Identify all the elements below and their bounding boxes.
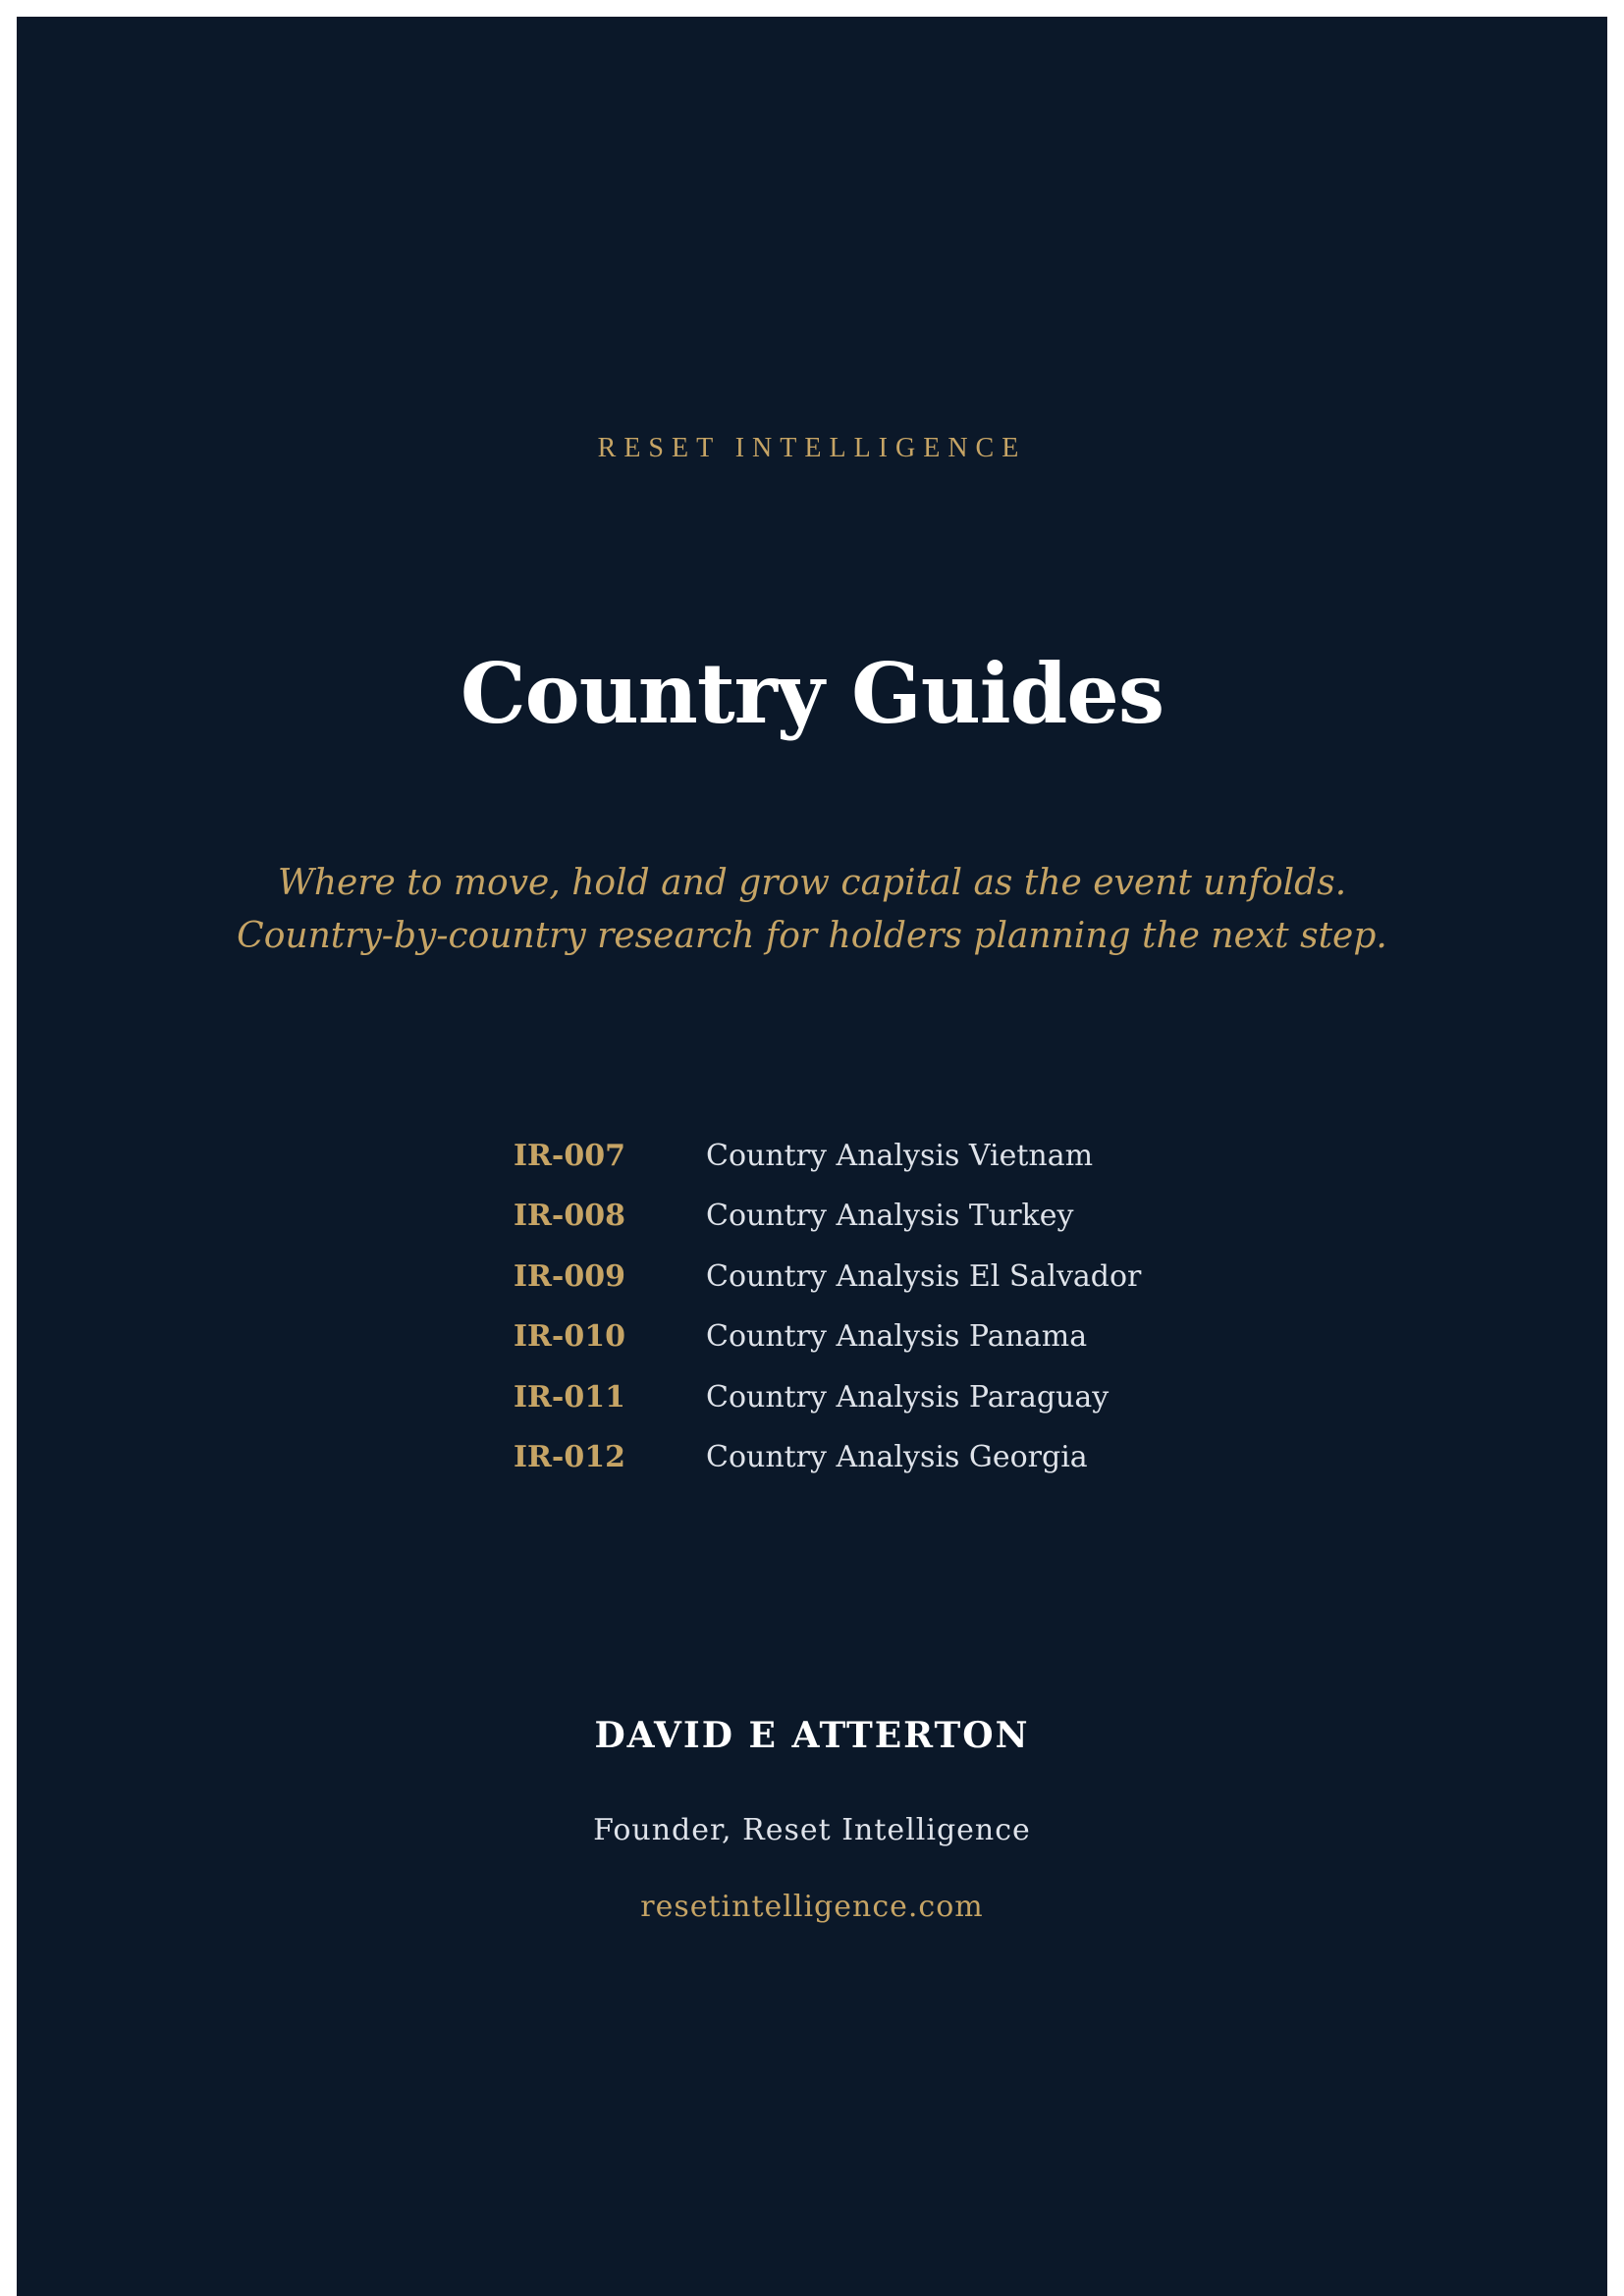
toc-label: Country Analysis Turkey	[706, 1199, 1074, 1234]
toc-code: IR-008	[513, 1199, 625, 1234]
toc-item	[17, 1440, 1607, 1500]
toc-label: Country Analysis Vietnam	[706, 1139, 1094, 1173]
toc-code: IR-011	[513, 1379, 625, 1415]
page-title: Country Guides	[460, 645, 1164, 742]
subtitle-line-1: Where to move, hold and grow capital as the event unfolds.	[277, 863, 1347, 903]
toc-code: IR-009	[513, 1258, 625, 1294]
toc-code: IR-007	[513, 1139, 625, 1173]
author-name: DAVID E ATTERTON	[594, 1715, 1030, 1756]
toc-label: Country Analysis El Salvador	[706, 1258, 1142, 1294]
brand-name: RESET INTELLIGENCE	[597, 433, 1027, 463]
toc-item	[17, 1259, 1607, 1319]
subtitle	[17, 857, 1607, 963]
toc-code: IR-012	[513, 1439, 625, 1474]
author-role: Founder, Reset Intelligence	[593, 1813, 1031, 1847]
toc-item	[17, 1380, 1607, 1440]
cover-page	[17, 17, 1607, 2296]
table-of-contents	[17, 1139, 1607, 1500]
toc-label: Country Analysis Paraguay	[706, 1379, 1110, 1415]
toc-item	[17, 1139, 1607, 1199]
toc-item	[17, 1319, 1607, 1379]
toc-label: Country Analysis Panama	[706, 1319, 1088, 1355]
toc-label: Country Analysis Georgia	[706, 1439, 1088, 1474]
subtitle-line-2: Country-by-country research for holders planning the next step.	[237, 916, 1387, 956]
website-link[interactable]: resetintelligence.com	[640, 1890, 984, 1924]
toc-item	[17, 1199, 1607, 1258]
toc-code: IR-010	[513, 1319, 625, 1355]
